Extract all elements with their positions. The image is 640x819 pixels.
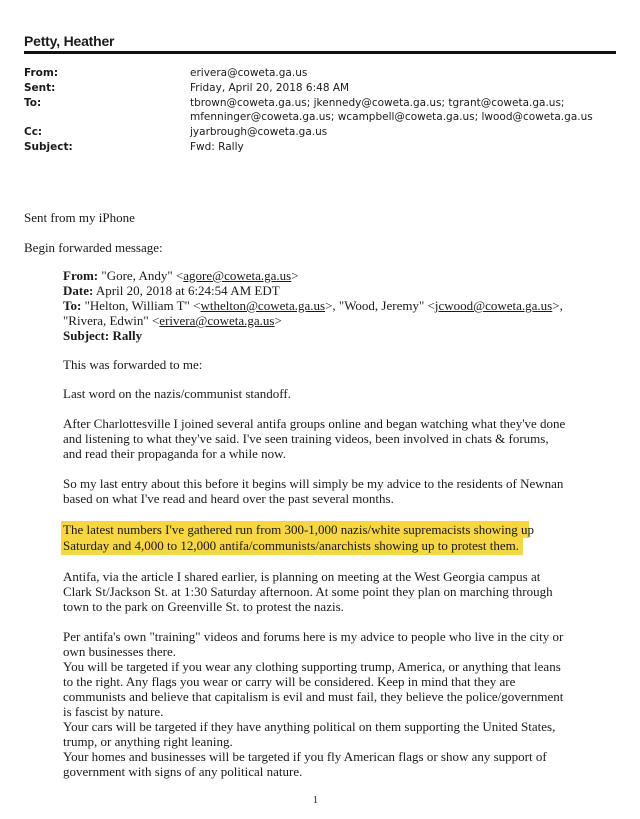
fwd-to-email3-link[interactable]: erivera@coweta.ga.us bbox=[159, 313, 275, 328]
fwd-to-end1: >, bbox=[552, 298, 563, 313]
body-p3-l1: After Charlottesville I joined several antifa groups online and began watching what they've done bbox=[63, 416, 566, 431]
fwd-to-line2 bbox=[63, 313, 282, 329]
body-p5-l2: Saturday and 4,000 to 12,000 antifa/communists/anarchists showing up to protest them. bbox=[63, 538, 520, 553]
body-p7-l6: is fascist by nature. bbox=[63, 704, 164, 719]
fwd-from-name: "Gore, Andy" < bbox=[101, 268, 184, 283]
body-p7-l9: Your homes and businesses will be targeted if you fly American flags or show any support of bbox=[63, 749, 547, 764]
fwd-date-line bbox=[63, 283, 280, 299]
from-label: From: bbox=[24, 67, 59, 79]
fwd-from-close: > bbox=[291, 268, 299, 283]
body-p5-l1: The latest numbers I've gathered run from 300-1,000 nazis/white supremacists showing up bbox=[63, 522, 534, 537]
body-p7-l5: communists and believe that capitalism is evil and must fail, they believe the police/government bbox=[63, 689, 564, 704]
body-p6-l3: town to the park on Greenville St. to protest the nazis. bbox=[63, 599, 344, 614]
body-p7-l1: Per antifa's own "training" videos and forums here is my advice to people who live in the city or bbox=[63, 629, 564, 644]
fwd-to-name1: "Helton, William T" < bbox=[84, 298, 201, 313]
header-rule bbox=[24, 51, 616, 54]
cc-value: jyarbrough@coweta.ga.us bbox=[190, 126, 328, 138]
body-p7-l10: government with signs of any political nature. bbox=[63, 764, 303, 779]
fwd-to-email2-link[interactable]: jcwood@coweta.ga.us bbox=[434, 298, 553, 313]
mailbox-owner-name: Petty, Heather bbox=[24, 33, 115, 49]
fwd-date-value: April 20, 2018 at 6:24:54 AM EDT bbox=[95, 283, 280, 298]
fwd-from-label: From: bbox=[63, 268, 99, 283]
from-value: erivera@coweta.ga.us bbox=[190, 67, 308, 79]
body-p7-l3: You will be targeted if you wear any clothing supporting trump, America, or anything that leans bbox=[63, 659, 561, 674]
subject-value: Fwd: Rally bbox=[190, 141, 244, 153]
body-p6-l2: Clark St/Jackson St. at 1:30 Saturday afternoon. At some point they plan on marching through bbox=[63, 584, 553, 599]
sent-label: Sent: bbox=[24, 82, 56, 94]
fwd-to-end3: > bbox=[274, 313, 282, 328]
body-p1: This was forwarded to me: bbox=[63, 357, 203, 372]
sent-from-note: Sent from my iPhone bbox=[24, 210, 135, 225]
fwd-to-label: To: bbox=[63, 298, 82, 313]
body-p6-l1: Antifa, via the article I shared earlier, is planning on meeting at the West Georgia campus at bbox=[63, 569, 541, 584]
to-value-line1: tbrown@coweta.ga.us; jkennedy@coweta.ga.us; tgrant@coweta.ga.us; bbox=[190, 97, 565, 109]
body-p7-l8: trump, or anything right leaning. bbox=[63, 734, 233, 749]
body-p3-l3: and read their propaganda for a while now. bbox=[63, 446, 286, 461]
cc-label: Cc: bbox=[24, 126, 43, 138]
fwd-from-line bbox=[63, 268, 299, 284]
fwd-subject: Subject: Rally bbox=[63, 328, 143, 343]
page-number: 1 bbox=[313, 795, 318, 806]
body-p4-l2: based on what I've read and heard over the past several months. bbox=[63, 491, 394, 506]
to-label: To: bbox=[24, 97, 42, 109]
fwd-to-email1-link[interactable]: wthelton@coweta.ga.us bbox=[200, 298, 326, 313]
begin-forwarded-note: Begin forwarded message: bbox=[24, 240, 163, 255]
body-p7-l2: own businesses there. bbox=[63, 644, 177, 659]
body-p3-l2: and listening to what they've said. I've seen training videos, been involved in chats & forums, bbox=[63, 431, 549, 446]
fwd-date-label: Date: bbox=[63, 283, 94, 298]
sent-value: Friday, April 20, 2018 6:48 AM bbox=[190, 82, 350, 94]
body-p4-l1: So my last entry about this before it begins will simply be my advice to the residents of Newnan bbox=[63, 476, 564, 491]
fwd-from-email-link[interactable]: agore@coweta.ga.us bbox=[183, 268, 292, 283]
fwd-to-name3: "Rivera, Edwin" < bbox=[63, 313, 160, 328]
body-p7-l7: Your cars will be targeted if they have anything political on them supporting the United States, bbox=[63, 719, 556, 734]
subject-label: Subject: bbox=[24, 141, 73, 153]
fwd-to-mid1: >, "Wood, Jeremy" < bbox=[325, 298, 435, 313]
body-p2: Last word on the nazis/communist standoff. bbox=[63, 386, 291, 401]
body-p7-l4: to the right. Any flags you wear or carry will be considered. Keep in mind that they are bbox=[63, 674, 516, 689]
fwd-to-line1 bbox=[63, 298, 563, 314]
to-value-line2: mfenninger@coweta.ga.us; wcampbell@coweta.ga.us; lwood@coweta.ga.us bbox=[190, 111, 593, 123]
